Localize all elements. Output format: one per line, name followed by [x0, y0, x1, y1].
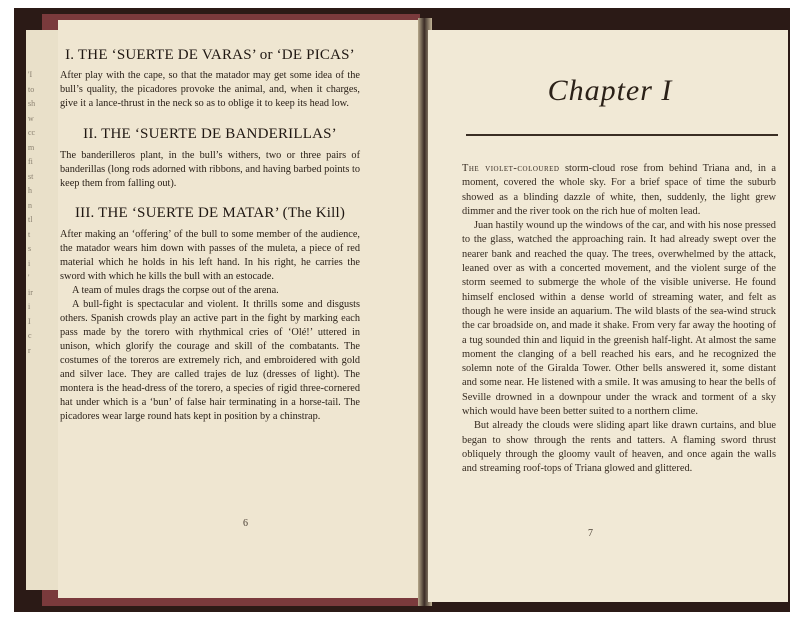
left-page-content: [60, 46, 360, 424]
section1-text: After play with the cape, so that the matador may get some idea of the bull’s quality, the picadores provoke the animal, and, when it charges, give it a lance-thrust in the neck so as to oblige it to keep its head low.: [60, 70, 360, 109]
bleed-fragment: ': [28, 273, 30, 282]
bleed-fragment: tl: [28, 215, 33, 224]
bleed-fragment: t: [28, 229, 31, 239]
bleed-fragment: sh: [28, 99, 36, 108]
chapter-paragraph-1: [462, 162, 776, 219]
chapter-rule: [466, 134, 778, 136]
section3-paragraph-1: After making an ‘offering’ of the bull to some member of the audience, the matador wears him down with passes of the muleta, a piece of red material which he holds in his left hand. In his right, he carries the sword with which he kills the bull with an estocade.: [60, 229, 360, 282]
section3-title: III. THE ‘SUERTE DE MATAR’ (The Kill): [74, 205, 346, 221]
opening-small-caps: The violet-coloured: [462, 163, 560, 174]
right-page-number: 7: [588, 528, 593, 539]
bleed-fragment: st: [28, 171, 34, 181]
right-page-content: [462, 162, 776, 477]
chapter-paragraph-3: But already the clouds were sliding apart like drawn curtains, and blue began to show through the rents and tatters. A flaming sword thrust obliquely through the gloomy vault of heaven, and once again the walls and streaming roof-tops of Triana glowed and glittered.: [462, 420, 776, 475]
bleed-fragment: i: [28, 258, 31, 268]
bleed-fragment: i: [28, 302, 31, 311]
bleed-fragment: c: [28, 331, 32, 340]
paragraph-1-rest: storm-cloud rose from behind Triana and, in a moment, covered the whole sky. For a brief space of time the suburb showed as a blinding dazzle of white, then, suddenly, the light grew dimmer and the river took on the rich hue of molten lead.: [462, 163, 776, 217]
left-page-number: 6: [243, 518, 248, 529]
section1-title: I. THE ‘SUERTE DE VARAS’ or ‘DE PICAS’: [65, 47, 355, 63]
bleed-fragment: w: [28, 113, 34, 123]
bleed-fragment: s: [28, 244, 32, 253]
section3-paragraph-2: A team of mules drags the corpse out of the arena.: [72, 285, 279, 296]
bleed-fragment: ir: [28, 287, 33, 297]
previous-page-edge: [26, 30, 58, 590]
bleed-fragment: 'I: [28, 70, 33, 79]
bleed-fragments: [28, 68, 56, 358]
chapter-title: Chapter I: [547, 74, 673, 107]
chapter-paragraph-2: Juan hastily wound up the windows of the car, and with his nose pressed to the glass, watched the approaching rain. It had already swept over the nearer bank and reached the quay. The trees, overwhelmed by the attack, leaned over as with a concerted movement, and the violent surge of the storm seemed to submerge the whole of the visible universe. He found himself enclosed within a dense world of streaming water, and felt as though he were inside an aquarium. The wild blasts of the sea-wind struck the car broadside on, and made it shake. From very far away the hooting of a tug sounded thin and liquid in the greenish half-light. At almost the same moment the clanging of a bell reached his ears, and he recognized the solemn note of the Giralda Tower. Other bells answered it, some distant and some near. He listened with a smile. It was amusing to hear the bells of Seville drowned in a downpour under the wrack and torment of a sky which would have been better suited to a northern clime.: [462, 220, 776, 418]
bleed-fragment: to: [28, 84, 35, 94]
bleed-fragment: m: [28, 142, 35, 152]
bleed-fragment: r: [28, 345, 31, 355]
section2-title: II. THE ‘SUERTE DE BANDERILLAS’: [83, 126, 337, 142]
bleed-fragment: h: [28, 186, 32, 195]
section3-paragraph-3: A bull-fight is spectacular and violent. It thrills some and disgusts others. Spanish crowds play an active part in the fight by marking each pass made by the torero with rhythmical cries of ‘Olé!’ uttered in unison, which glorify the courage and skill of the combatants. The costumes of the toreros are extremely rich, and embroidered with gold and silver lace. They are called trajes de luz (dresses of light). The montera is the head-dress of the torero, a species of rigid three-cornered hat under which is a ‘bun’ of false hair terminating in a horse-tail. The picadores wear large round hats kept in position by a chinstrap.: [60, 299, 360, 422]
bleed-fragment: fi: [28, 157, 33, 166]
section2-text: The banderilleros plant, in the bull’s withers, two or three pairs of banderillas (long rods adorned with ribbons, and having barbed points to keep them from falling out).: [60, 150, 360, 189]
bleed-fragment: n: [28, 200, 32, 210]
bleed-fragment: cc: [28, 128, 36, 137]
bleed-fragment: I: [28, 316, 31, 326]
